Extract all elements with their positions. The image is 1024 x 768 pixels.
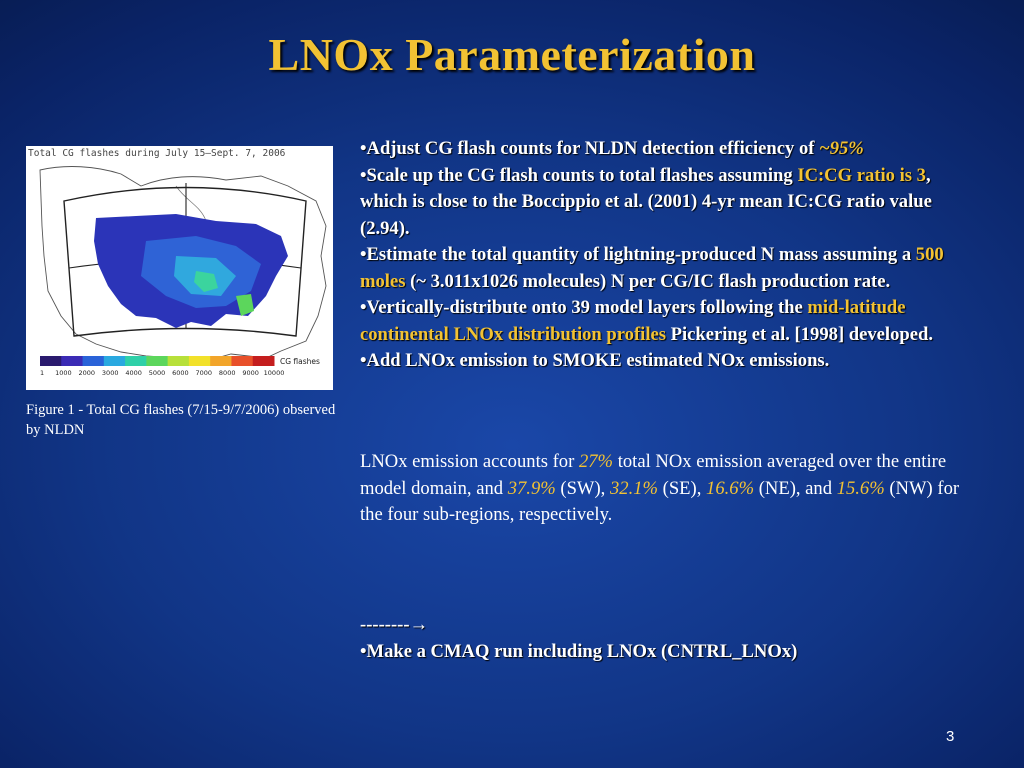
highlight-value: mid-latitude continental LNOx distribution profiles	[360, 297, 906, 345]
colorbar-swatch	[189, 356, 211, 366]
colorbar-tick-label: 1	[40, 369, 45, 377]
highlight-value: IC:CG ratio is 3	[797, 164, 926, 186]
value-se: 32.1%	[609, 477, 658, 499]
highlight-value: 500 moles	[360, 244, 944, 292]
page-number: 3	[946, 728, 955, 745]
cg-flash-map-figure	[26, 146, 333, 390]
dash-text: --------	[360, 614, 410, 635]
colorbar-tick-label: 7000	[195, 369, 213, 377]
summary-text: (NE), and	[754, 477, 837, 499]
colorbar-tick-label: 3000	[101, 369, 119, 377]
bullet-text: Add LNOx emission to SMOKE estimated NOx emissions.	[366, 350, 830, 371]
bullet-n-mass: •Estimate the total quantity of lightning-produced N mass assuming a 500 moles (~ 3.011x1026 molecules) N per CG/IC flash production rate.	[360, 244, 944, 292]
colorbar-swatch	[231, 356, 253, 366]
colorbar-swatch	[104, 356, 126, 366]
colorbar-tick-label: 6000	[172, 369, 189, 377]
colorbar-tick-label: 2000	[78, 369, 96, 377]
next-step	[360, 612, 980, 665]
bullet-text: Pickering et al. [1998] developed.	[665, 323, 933, 345]
colorbar-swatch	[146, 356, 168, 366]
colorbar-tick-label: 5000	[148, 369, 166, 377]
colorbar	[40, 356, 275, 366]
slide-title: LNOx Parameterization	[268, 29, 756, 80]
bullet-text: (~ 3.011x1026 molecules) N per CG/IC flash production rate.	[405, 270, 891, 292]
colorbar-swatch	[125, 356, 147, 366]
colorbar-tick-label: 4000	[125, 369, 142, 377]
colorbar-tick-label: 9000	[242, 369, 259, 377]
bullet-text: Make a CMAQ run including LNOx (CNTRL_LNOx)	[366, 640, 798, 662]
summary-text: (SE),	[658, 477, 707, 499]
colorbar-tick-label: 1000	[55, 369, 72, 377]
colorbar-swatch	[168, 356, 190, 366]
colorbar-label: CG flashes	[280, 357, 320, 366]
colorbar-swatch	[210, 356, 232, 366]
colorbar-swatch	[253, 356, 275, 366]
bullet-text: Adjust CG flash counts for NLDN detection efficiency of	[366, 138, 820, 159]
summary-text: (SW),	[555, 477, 610, 499]
summary-text: LNOx emission accounts for	[360, 451, 579, 472]
method-bullets	[360, 136, 980, 375]
summary-text: total NOx emission averaged over the entire model domain, and	[360, 451, 947, 499]
bullet-text: Vertically-distribute onto 39 model layers following the	[366, 297, 808, 318]
colorbar-swatch	[83, 356, 105, 366]
bullet-detection-efficiency: •Adjust CG flash counts for NLDN detection efficiency of ~95%	[360, 138, 864, 159]
bullet-text: , which is close to the Boccippio et al. (2001) 4-yr mean IC:CG ratio value (2.94).	[360, 164, 932, 239]
bullet-cmaq-run: •Make a CMAQ run including LNOx (CNTRL_LNOx)	[360, 640, 798, 662]
value-ne: 16.6%	[706, 477, 755, 499]
value-nw: 15.6%	[836, 477, 885, 499]
colorbar-tick-label: 8000	[218, 369, 236, 377]
colorbar-swatch	[40, 356, 62, 366]
colorbar-tick-label: 10000	[263, 369, 285, 377]
bullet-vertical-distribution: •Vertically-distribute onto 39 model layers following the mid-latitude continental LNOx distribution profiles Pickering et al. [1998] developed.	[360, 297, 933, 345]
map-title: Total CG flashes during July 15—Sept. 7, 2006	[28, 148, 286, 159]
bullet-ic-cg-ratio: •Scale up the CG flash counts to total flashes assuming IC:CG ratio is 3, which is close to the Boccippio et al. (2001) 4-yr mean IC:CG ratio value (2.94).	[360, 164, 932, 239]
summary-text: (NW) for the four sub-regions, respectively.	[360, 477, 960, 525]
cg-flash-map	[26, 146, 333, 390]
highlight-value: ~95%	[819, 138, 864, 159]
value-sw: 37.9%	[507, 477, 556, 499]
arrow-line	[360, 612, 980, 639]
colorbar-swatch	[61, 356, 83, 366]
value-total: 27%	[578, 451, 614, 472]
bullet-text: Estimate the total quantity of lightning-produced N mass assuming a	[366, 244, 916, 265]
bullet-smoke-emissions: •Add LNOx emission to SMOKE estimated NOx emissions.	[360, 350, 830, 371]
right-arrow-icon: →	[409, 614, 429, 635]
figure-caption: Figure 1 - Total CG flashes (7/15-9/7/2006) observed by NLDN	[26, 402, 336, 438]
summary-paragraph	[360, 449, 980, 529]
bullet-text: Scale up the CG flash counts to total flashes assuming	[366, 164, 798, 186]
